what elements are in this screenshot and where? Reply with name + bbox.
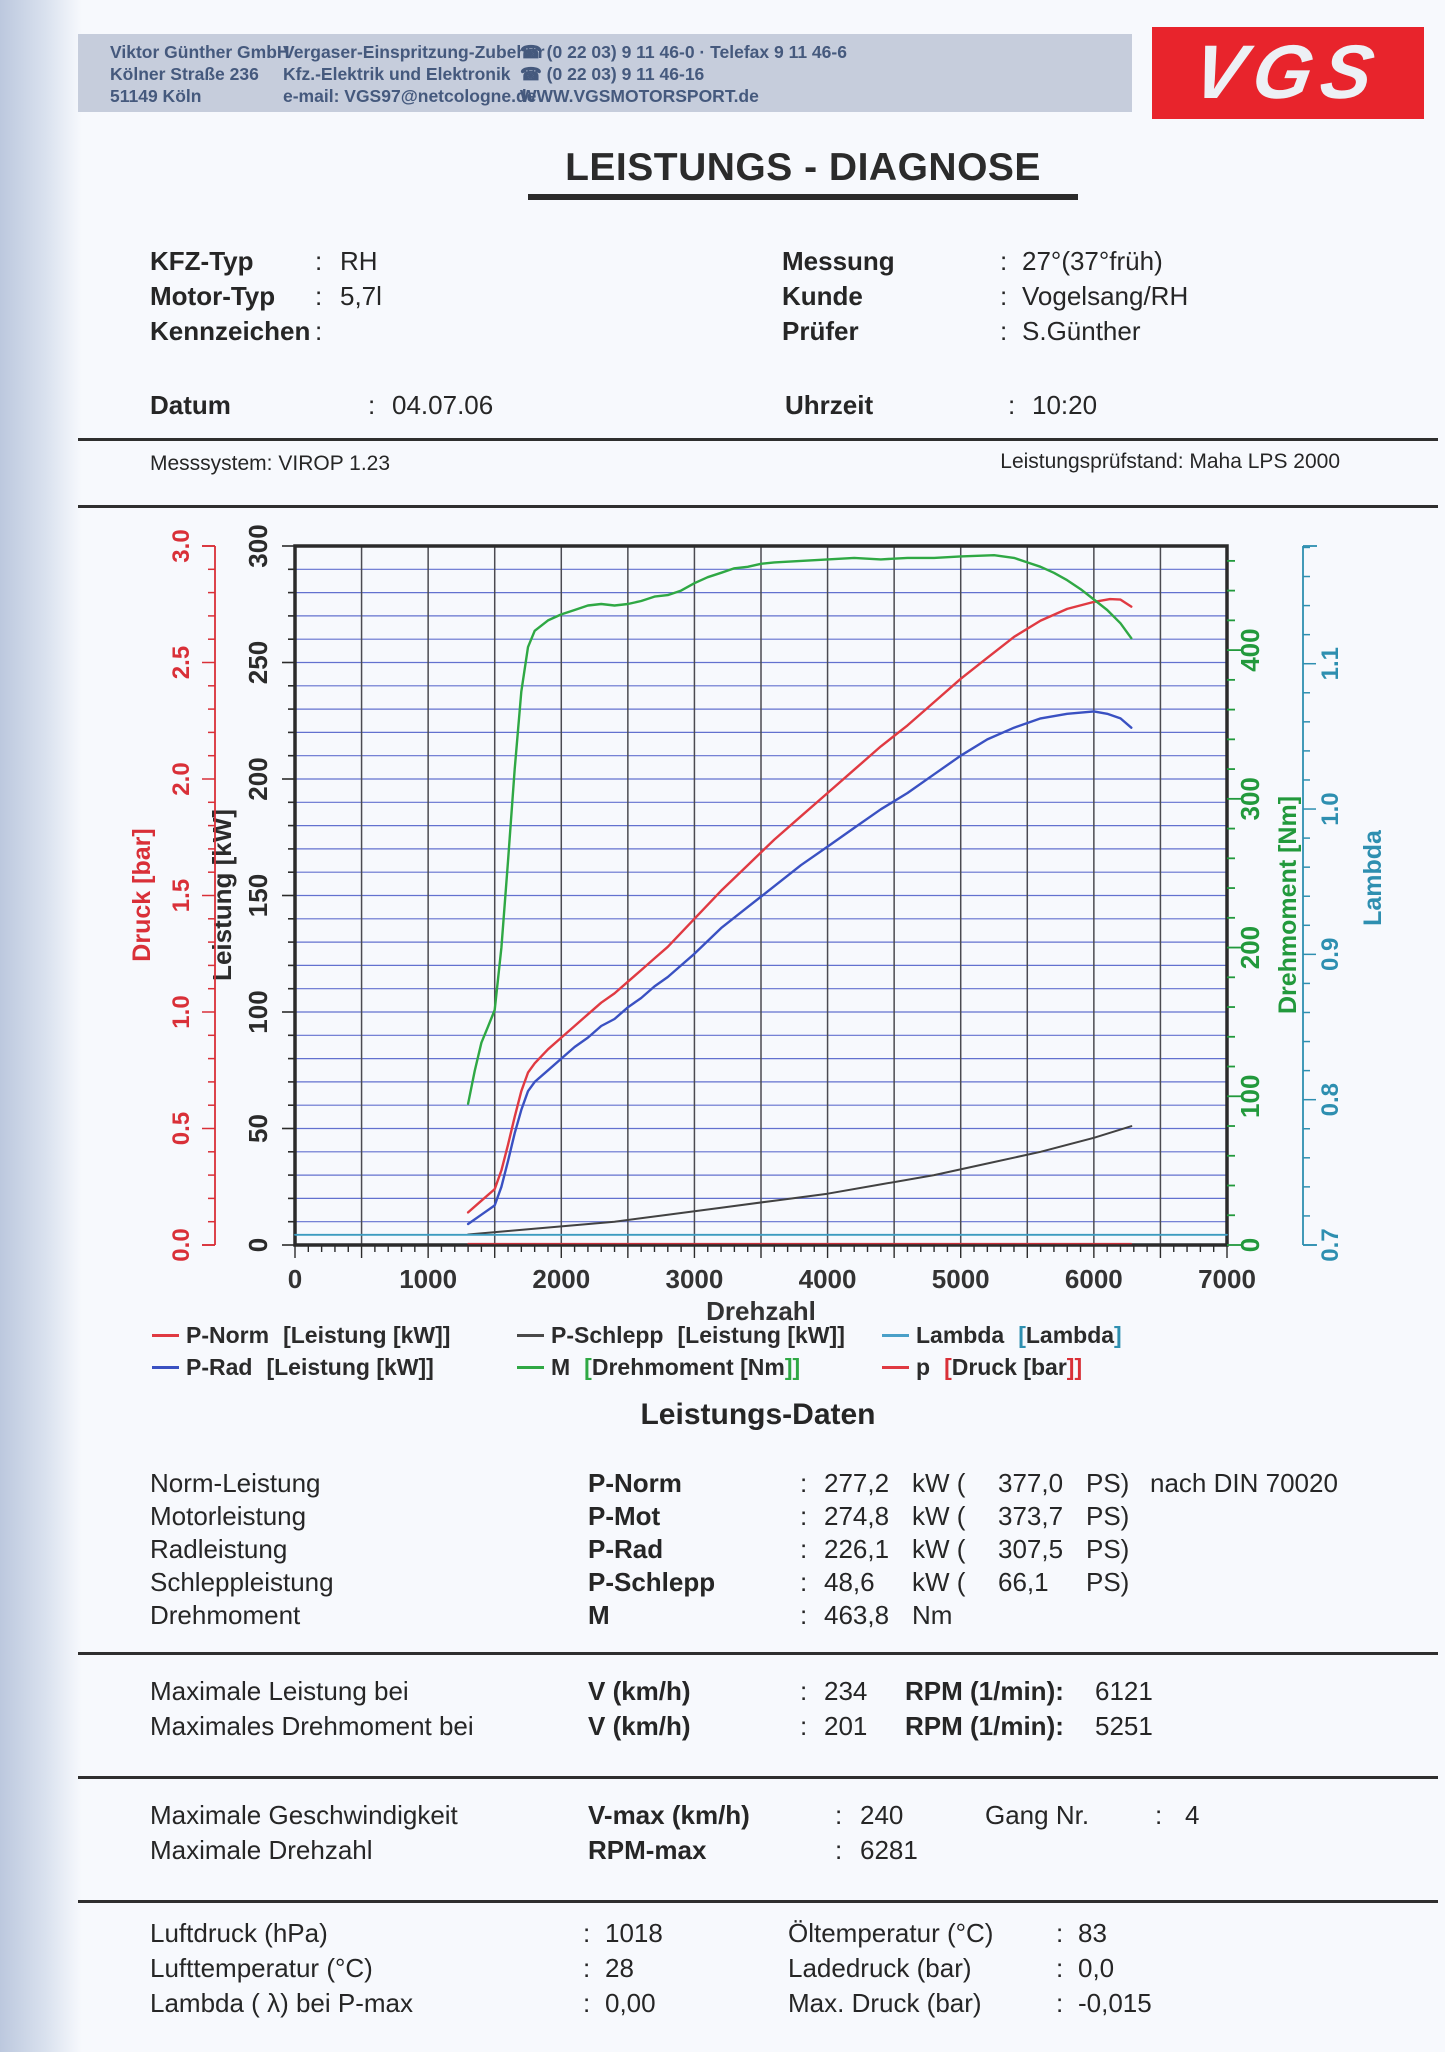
row-value: 6281 [860, 1835, 918, 1865]
env-label: Lambda ( λ) bei P-max [150, 1988, 413, 2018]
row-label: Norm-Leistung [150, 1468, 321, 1498]
row-unit: kW ( [912, 1567, 966, 1597]
pruefstand: Leistungsprüfstand: Maha LPS 2000 [1000, 450, 1340, 473]
row-unit: kW ( [912, 1534, 966, 1564]
legend-unit: Lambda [1025, 1322, 1115, 1348]
colon: : [583, 1953, 591, 1983]
colon: : [800, 1711, 808, 1741]
info-value: 5,7l [340, 281, 382, 311]
svg-text:1.0: 1.0 [1317, 792, 1344, 826]
svg-text:100: 100 [243, 990, 273, 1034]
legend-unit: Leistung [kW [274, 1354, 419, 1380]
legend-item-pschlepp [517, 1322, 845, 1349]
row-suffix: nach DIN 70020 [1150, 1468, 1338, 1498]
colon: : [1056, 1988, 1064, 2018]
row-value: 226,1 [824, 1534, 890, 1564]
legend-item-pnorm [152, 1322, 450, 1349]
row-code: V (km/h) [588, 1676, 691, 1706]
svg-text:200: 200 [1235, 925, 1265, 970]
env-value: 28 [605, 1953, 634, 1983]
legend-unit: Druck [bar [951, 1354, 1067, 1380]
legend-name: P-Norm [186, 1322, 270, 1348]
colon: : [1056, 1918, 1064, 1948]
row-ps: 377,0 [998, 1468, 1064, 1498]
env-value: -0,015 [1078, 1988, 1152, 2018]
datum-value: 04.07.06 [392, 390, 494, 420]
colon: : [315, 316, 323, 346]
svg-text:2.5: 2.5 [168, 645, 195, 680]
row-label: Maximale Leistung bei [150, 1676, 409, 1706]
info-label: Kunde [782, 281, 863, 311]
vgs-logo [1152, 27, 1424, 119]
vgs-logo-text: VGS [1186, 30, 1390, 115]
env-label: Öltemperatur (°C) [788, 1918, 994, 1948]
bracket: [ [1018, 1322, 1026, 1348]
bracket: ]] [435, 1322, 451, 1348]
svg-text:300: 300 [243, 524, 273, 568]
svg-text:150: 150 [243, 873, 273, 918]
page-title: LEISTUNGS - DIAGNOSE [528, 146, 1078, 200]
bracket: ] [1114, 1322, 1122, 1348]
info-value: S.Günther [1022, 316, 1141, 346]
row-label: Schleppleistung [150, 1567, 334, 1597]
gang-label: Gang Nr. [985, 1800, 1090, 1830]
env-value: 0,00 [605, 1988, 656, 2018]
svg-text:5000: 5000 [931, 1264, 990, 1294]
colon: : [583, 1918, 591, 1948]
row-label: Maximale Drehzahl [150, 1835, 373, 1865]
bracket: ]] [784, 1354, 801, 1380]
rpm-value: 5251 [1095, 1711, 1153, 1741]
legend-unit: Leistung [kW [290, 1322, 436, 1348]
bracket: [ [677, 1322, 686, 1348]
company-address [110, 41, 290, 107]
row-code: V-max (km/h) [588, 1800, 750, 1830]
colon: : [315, 281, 323, 311]
svg-text:0.0: 0.0 [168, 1228, 195, 1262]
row-ps: 307,5 [998, 1534, 1064, 1564]
env-value: 1018 [605, 1918, 663, 1948]
svg-text:3.0: 3.0 [168, 529, 195, 563]
service-line: Vergaser-Einspritzung-Zubehör [283, 42, 545, 62]
row-code: V (km/h) [588, 1711, 691, 1741]
legend-name: P-Schlepp [551, 1322, 664, 1348]
colon: : [800, 1501, 808, 1531]
row-ps: 66,1 [998, 1567, 1049, 1597]
svg-text:4000: 4000 [798, 1264, 857, 1294]
row-label: Drehmoment [150, 1600, 301, 1630]
row-unit: Nm [912, 1600, 953, 1630]
divider [78, 1900, 1438, 1903]
env-label: Max. Druck (bar) [788, 1988, 982, 2018]
svg-text:0.7: 0.7 [1317, 1228, 1344, 1262]
email-line: e-mail: VGS97@netcologne.de [283, 86, 537, 106]
pschlepp-line-swatch [517, 1334, 544, 1337]
messsystem: Messsystem: VIROP 1.23 [150, 452, 391, 475]
row-value: 277,2 [824, 1468, 890, 1498]
prad-line-swatch [152, 1366, 179, 1369]
row-value: 201 [824, 1711, 868, 1741]
gang-value: 4 [1185, 1800, 1200, 1830]
row-label: Maximales Drehmoment bei [150, 1711, 474, 1741]
info-value: 27°(37°früh) [1022, 246, 1163, 276]
colon: : [1056, 1953, 1064, 1983]
svg-text:400: 400 [1235, 628, 1265, 672]
row-label: Motorleistung [150, 1501, 307, 1531]
colon: : [800, 1676, 808, 1706]
info-label: Prüfer [782, 316, 859, 346]
service-line: Kfz.-Elektrik und Elektronik [283, 64, 511, 84]
row-ps-close: PS) [1086, 1468, 1130, 1498]
env-value: 0,0 [1078, 1953, 1115, 1983]
colon: : [583, 1988, 591, 2018]
pnorm-line-swatch [152, 1334, 179, 1337]
row-code: M [588, 1600, 610, 1630]
svg-text:2000: 2000 [532, 1264, 591, 1294]
legend-name: p [916, 1354, 931, 1380]
colon: : [1155, 1800, 1163, 1830]
svg-text:50: 50 [243, 1114, 273, 1143]
svg-text:1.5: 1.5 [168, 878, 195, 913]
legend-item-prad [152, 1354, 434, 1381]
colon: : [1000, 246, 1008, 276]
colon: : [1000, 281, 1008, 311]
svg-text:Drehmoment [Nm]: Drehmoment [Nm] [1274, 795, 1302, 1015]
row-value: 48,6 [824, 1567, 875, 1597]
legend-item-p [882, 1354, 1082, 1381]
row-ps-close: PS) [1086, 1567, 1130, 1597]
uhrzeit-value: 10:20 [1032, 390, 1098, 420]
rpm-value: 6121 [1095, 1676, 1153, 1706]
bracket: ]] [418, 1354, 434, 1380]
scan-edge-shadow [0, 0, 82, 2052]
row-value: 234 [824, 1676, 868, 1706]
legend-name: Lambda [916, 1322, 1005, 1348]
performance-chart [78, 498, 1440, 1336]
bracket: ]] [1066, 1354, 1083, 1380]
row-ps-close: PS) [1086, 1501, 1130, 1531]
bracket: [ [266, 1354, 275, 1380]
svg-text:Druck [bar]: Druck [bar] [128, 828, 156, 962]
row-code: P-Schlepp [588, 1567, 716, 1597]
env-value: 83 [1078, 1918, 1107, 1948]
svg-text:Lambda: Lambda [1359, 830, 1387, 926]
colon: : [800, 1567, 808, 1597]
legend-item-m [517, 1354, 800, 1381]
rpm-label: RPM (1/min): [905, 1676, 1064, 1706]
row-code: P-Rad [588, 1534, 664, 1564]
row-ps: 373,7 [998, 1501, 1064, 1531]
website-line: WWW.VGSMOTORSPORT.de [520, 86, 759, 106]
bracket: [ [283, 1322, 291, 1348]
svg-text:0: 0 [243, 1237, 273, 1253]
legend-unit: Drehmoment [Nm [591, 1354, 785, 1380]
svg-text:0.8: 0.8 [1317, 1082, 1344, 1117]
env-label: Ladedruck (bar) [788, 1953, 972, 1983]
svg-text:0.9: 0.9 [1317, 937, 1344, 972]
row-code: RPM-max [588, 1835, 707, 1865]
svg-text:0: 0 [287, 1264, 303, 1294]
row-value: 274,8 [824, 1501, 890, 1531]
company-services [283, 41, 545, 107]
svg-text:0.5: 0.5 [168, 1111, 195, 1146]
info-label: Motor-Typ [150, 281, 276, 311]
bracket: [ [584, 1354, 592, 1380]
svg-text:1.1: 1.1 [1317, 647, 1344, 681]
uhrzeit-label: Uhrzeit [785, 390, 874, 420]
svg-text:1000: 1000 [399, 1264, 458, 1294]
colon: : [800, 1468, 808, 1498]
header-band [78, 34, 1132, 112]
svg-text:250: 250 [243, 640, 273, 685]
row-ps-close: PS) [1086, 1534, 1130, 1564]
svg-text:Drehzahl: Drehzahl [706, 1296, 816, 1326]
section-heading: Leistungs-Daten [640, 1398, 876, 1431]
divider [78, 1776, 1438, 1779]
svg-text:3000: 3000 [665, 1264, 724, 1294]
info-value: RH [340, 246, 378, 276]
colon: : [800, 1600, 808, 1630]
bracket: [ [944, 1354, 952, 1380]
info-label: KFZ-Typ [150, 246, 254, 276]
info-value: Vogelsang/RH [1022, 281, 1189, 311]
colon: : [1008, 390, 1016, 420]
datum-label: Datum [150, 390, 231, 420]
svg-text:1.0: 1.0 [168, 995, 195, 1029]
svg-text:6000: 6000 [1064, 1264, 1123, 1294]
env-label: Lufttemperatur (°C) [150, 1953, 373, 1983]
bracket: ]] [829, 1322, 845, 1348]
lambda-line-swatch [882, 1334, 909, 1337]
legend-unit: Leistung [kW [685, 1322, 830, 1348]
svg-text:200: 200 [243, 757, 273, 801]
company-street: Kölner Straße 236 [110, 64, 259, 84]
rpm-label: RPM (1/min): [905, 1711, 1064, 1741]
divider [78, 1652, 1438, 1655]
svg-text:2.0: 2.0 [168, 762, 195, 796]
svg-text:300: 300 [1235, 777, 1265, 821]
row-value: 463,8 [824, 1600, 890, 1630]
phone-line: ☎ (0 22 03) 9 11 46-16 [520, 64, 705, 84]
row-unit: kW ( [912, 1468, 966, 1498]
company-city: 51149 Köln [110, 86, 202, 106]
row-code: P-Norm [588, 1468, 682, 1498]
env-label: Luftdruck (hPa) [150, 1918, 328, 1948]
svg-text:100: 100 [1235, 1074, 1265, 1118]
divider [78, 438, 1438, 441]
company-name: Viktor Günther GmbH [110, 42, 290, 62]
row-value: 240 [860, 1800, 904, 1830]
svg-text:Leistung [kW]: Leistung [kW] [207, 809, 237, 981]
row-label: Maximale Geschwindigkeit [150, 1800, 458, 1830]
company-contact [520, 41, 847, 107]
row-label: Radleistung [150, 1534, 288, 1564]
colon: : [835, 1835, 843, 1865]
phone-line: ☎ (0 22 03) 9 11 46-0 · Telefax 9 11 46-6 [520, 42, 847, 62]
info-label: Messung [782, 246, 895, 276]
row-unit: kW ( [912, 1501, 966, 1531]
legend-item-lambda [882, 1322, 1122, 1349]
colon: : [835, 1800, 843, 1830]
p-line-swatch [882, 1366, 909, 1369]
legend-name: P-Rad [186, 1354, 253, 1380]
colon: : [368, 390, 376, 420]
m-line-swatch [517, 1366, 544, 1369]
info-label: Kennzeichen [150, 316, 311, 346]
row-code: P-Mot [588, 1501, 661, 1531]
colon: : [800, 1534, 808, 1564]
svg-text:0: 0 [1235, 1237, 1265, 1253]
colon: : [315, 246, 323, 276]
legend-name: M [551, 1354, 571, 1380]
svg-text:7000: 7000 [1198, 1264, 1256, 1294]
colon: : [1000, 316, 1008, 346]
